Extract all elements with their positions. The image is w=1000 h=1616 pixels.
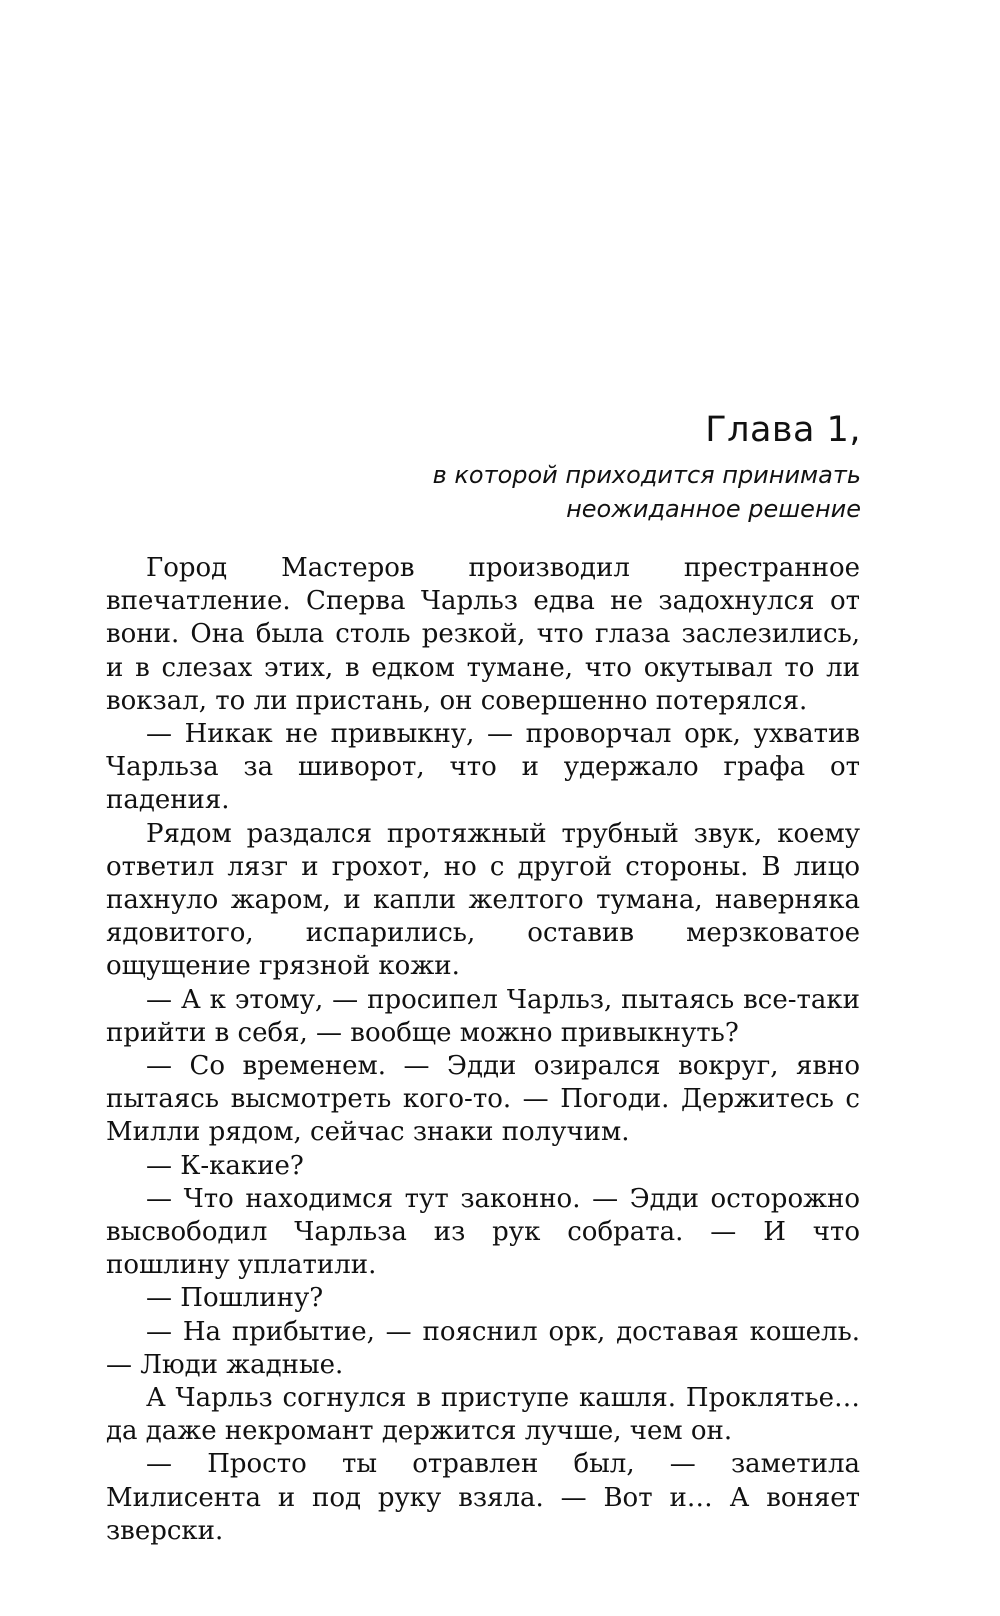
chapter-heading <box>433 408 861 526</box>
paragraph: А Чарльз согнулся в приступе кашля. Проклятье… да даже некромант держится лучше, чем он. <box>106 1383 860 1447</box>
chapter-subtitle-line-1: в которой приходится принимать <box>432 461 861 489</box>
paragraph: — К-какие? <box>146 1150 304 1181</box>
paragraph: Рядом раздался протяжный трубный звук, коему ответил лязг и грохот, но с другой стороны. В лицо пахнуло жаром, и капли желтого тумана, наверняка ядовитого, испарились, оставив мерзковатое ощущение грязной кожи. <box>106 818 860 982</box>
paragraph: — Пошлину? <box>146 1283 324 1314</box>
paragraph: — Просто ты отравлен был, — заметила Милисента и под руку взяла. — Вот и… А воняет зверски. <box>106 1449 860 1546</box>
paragraph: Город Мастеров производил престранное впечатление. Сперва Чарльз едва не задохнулся от вони. Она была столь резкой, что глаза заслезились, и в слезах этих, в едком тумане, что окутывал то ли вокзал, то ли пристань, он совершенно потерялся. <box>106 553 860 716</box>
paragraph: — А к этому, — просипел Чарльз, пытаясь все-таки прийти в себя, — вообще можно привыкнуть? <box>106 984 860 1048</box>
paragraph: — Что находимся тут законно. — Эдди осторожно высвободил Чарльза из рук собрата. — И что пошлину уплатили. <box>106 1183 860 1281</box>
paragraph: — На прибытие, — пояснил орк, доставая кошель. — Люди жадные. <box>106 1316 860 1380</box>
chapter-title: Глава 1, <box>705 410 861 450</box>
paragraph: — Со временем. — Эдди озирался вокруг, явно пытаясь высмотреть кого-то. — Погоди. Держитесь с Милли рядом, сейчас знаки получим. <box>106 1051 860 1148</box>
paragraph: — Никак не привыкну, — проворчал орк, ухватив Чарльза за шиворот, что и удержало графа от падения. <box>106 719 860 816</box>
body-text <box>106 552 860 1548</box>
chapter-subtitle-line-2: неожиданное решение <box>566 495 861 523</box>
chapter-subtitle <box>433 458 861 526</box>
